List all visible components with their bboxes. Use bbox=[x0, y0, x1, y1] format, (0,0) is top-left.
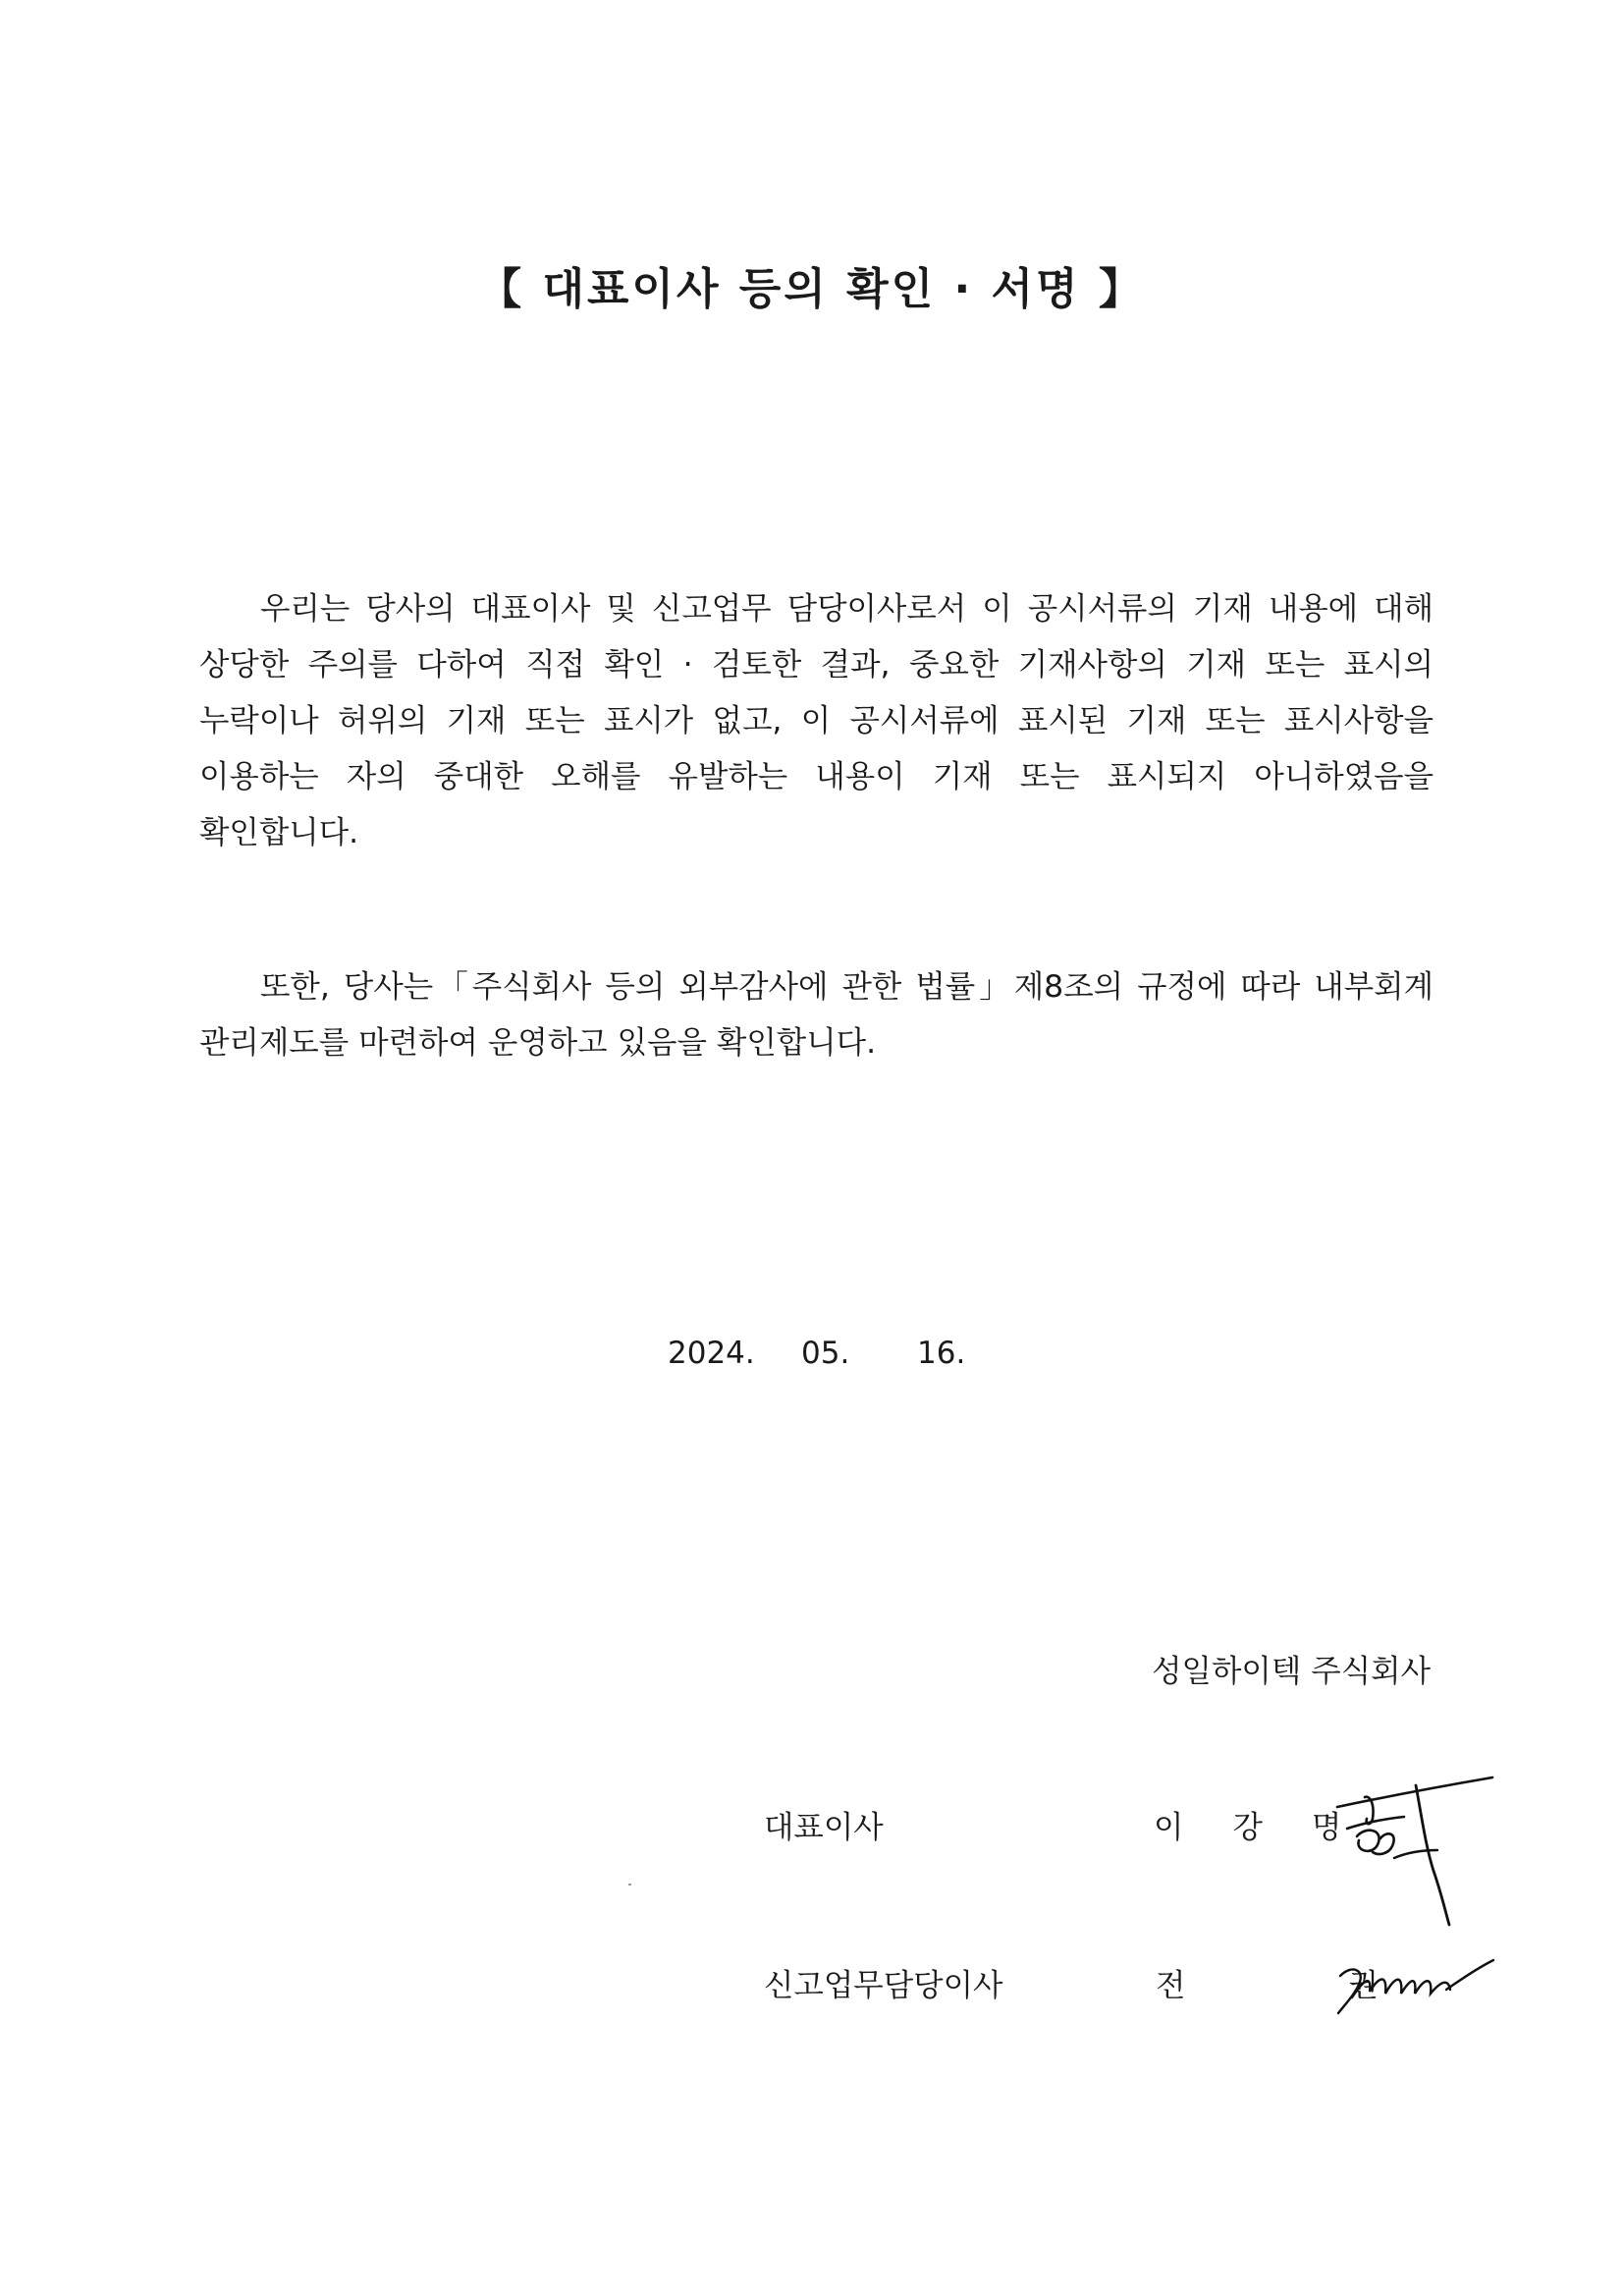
disclosure-officer-signature bbox=[1330, 1954, 1497, 2023]
ceo-signature bbox=[1335, 1768, 1502, 1935]
date-year: 2024. bbox=[668, 1336, 755, 1371]
company-name: 성일하이텍 주식회사 bbox=[1152, 1654, 1431, 1689]
disclosure-officer-name: 전 권 bbox=[1156, 1968, 1455, 2003]
ceo-role-label: 대표이사 bbox=[764, 1810, 884, 1845]
disclosure-officer-role-label: 신고업무담당이사 bbox=[764, 1968, 1003, 2003]
document-title: 【 대표이사 등의 확인 · 서명 】 bbox=[478, 264, 1145, 314]
confirmation-paragraph: 우리는 당사의 대표이사 및 신고업무 담당이사로서 이 공시서류의 기재 내용에 대해 상당한 주의를 다하여 직접 확인 · 검토한 결과, 중요한 기재사항의 기재 또는 표시의 누락이나 허위의 기재 또는 표시가 없고, 이 공시서류에 표시된 기재 또는 표시사항을 이용하는 자의 중대한 오해를 유발하는 내용이 기재 또는 표시되지 아니하였음을 확인합니다. bbox=[199, 591, 1434, 850]
date-month: 05. bbox=[801, 1336, 850, 1371]
scan-speck bbox=[628, 1884, 631, 1886]
date-day: 16. bbox=[917, 1336, 966, 1371]
internal-control-paragraph: 또한, 당사는「주식회사 등의 외부감사에 관한 법률」제8조의 규정에 따라 내부회계 관리제도를 마련하여 운영하고 있음을 확인합니다. bbox=[199, 969, 1434, 1061]
ceo-name: 이 강 명 bbox=[1154, 1810, 1362, 1845]
